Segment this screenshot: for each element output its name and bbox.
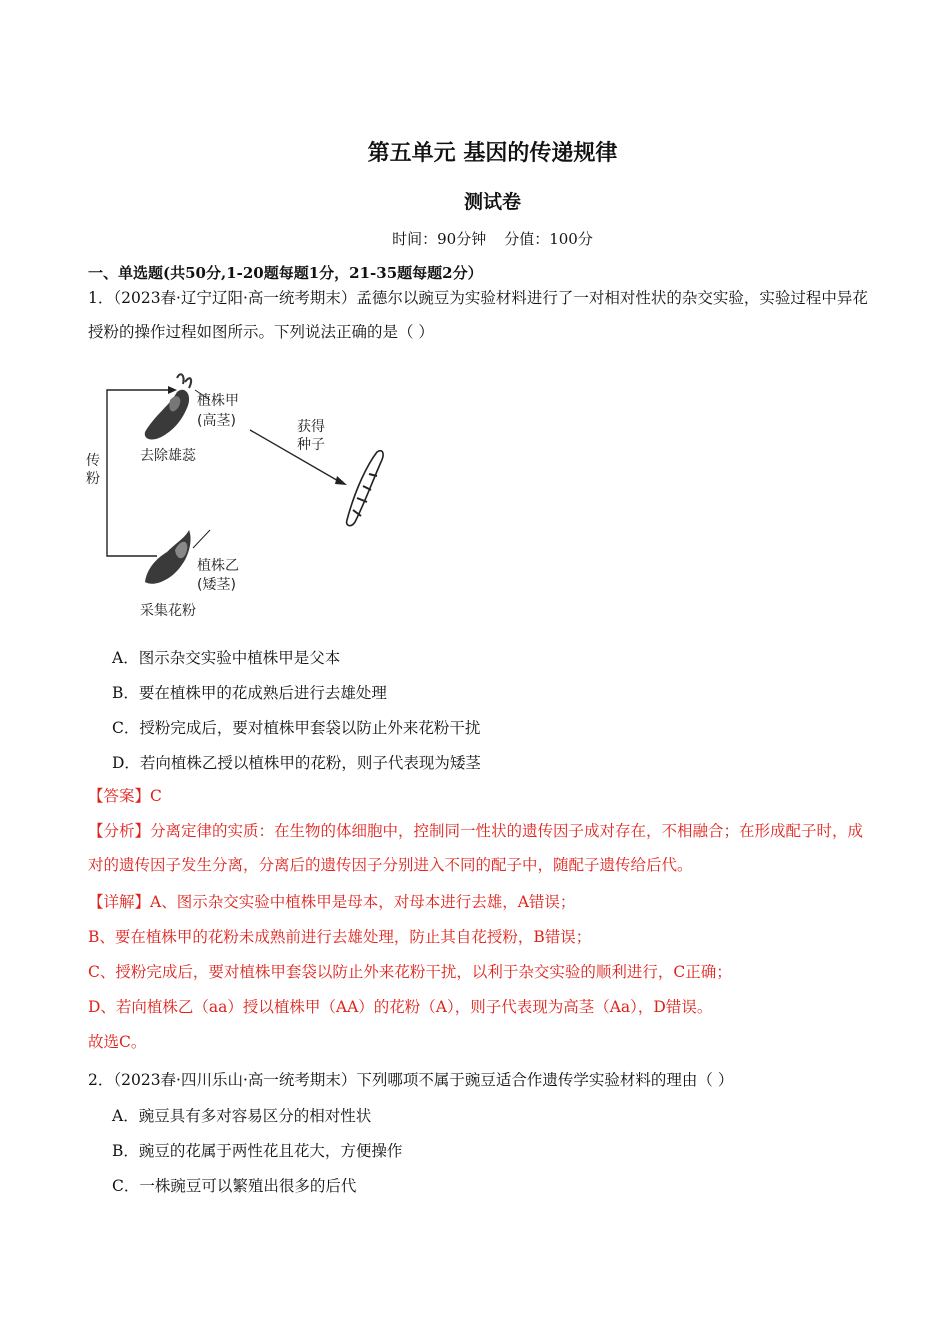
q1-detail-a: 【详解】A、图示杂交实验中植株甲是母本，对母本进行去雄，A错误； bbox=[88, 893, 576, 911]
q1-detail-b: B、要在植株甲的花粉未成熟前进行去雄处理，防止其自花授粉，B错误； bbox=[88, 928, 592, 946]
collect-pollen-label: 采集花粉 bbox=[140, 603, 196, 619]
section-heading: 一、单选题(共50分,1-20题每题1分，21-35题每题2分） bbox=[88, 264, 483, 282]
q1-option-b: B．要在植株甲的花成熟后进行去雄处理 bbox=[112, 684, 387, 702]
plant-a-sublabel: (高茎) bbox=[197, 413, 236, 429]
page-subtitle: 测试卷 bbox=[463, 191, 521, 213]
q1-option-a: A．图示杂交实验中植株甲是父本 bbox=[112, 649, 341, 667]
question-2-stem: 2．（2023春·四川乐山·高一统考期末）下列哪项不属于豌豆适合作遗传学实验材料的理由（ ） bbox=[88, 1071, 734, 1089]
q1-option-d: D．若向植株乙授以植株甲的花粉，则子代表现为矮茎 bbox=[112, 754, 481, 772]
arrow-head-icon bbox=[168, 386, 177, 394]
q1-detail-conclusion: 故选C。 bbox=[88, 1033, 147, 1051]
plant-a-label: 植株甲 bbox=[197, 393, 239, 409]
question-1-figure bbox=[85, 370, 405, 620]
get-seed-label-2: 种子 bbox=[297, 437, 325, 453]
question-1-stem: 1．（2023春·辽宁辽阳·高一统考期末）孟德尔以豌豆为实验材料进行了一对相对性状的杂交实验，实验过程中异花授粉的操作过程如图所示。下列说法正确的是（ ） bbox=[88, 289, 868, 341]
pollinate-label-1: 传 bbox=[86, 453, 100, 469]
exam-meta bbox=[0, 228, 950, 249]
exam-score: 分值：100分 bbox=[504, 230, 593, 248]
get-seed-label: 获得 bbox=[297, 419, 325, 435]
page-title: 第五单元 基因的传递规律 bbox=[367, 141, 618, 166]
q2-option-b: B．豌豆的花属于两性花且花大，方便操作 bbox=[112, 1142, 403, 1160]
seed-pod-icon bbox=[347, 451, 383, 526]
plant-b-label: 植株乙 bbox=[197, 558, 239, 574]
plant-b-sublabel: (矮茎) bbox=[197, 577, 236, 593]
exam-time: 时间：90分钟 bbox=[392, 230, 487, 248]
q1-analysis: 【分析】分离定律的实质：在生物的体细胞中，控制同一性状的遗传因子成对存在，不相融合；在形成配子时，成对的遗传因子发生分离，分离后的遗传因子分别进入不同的配子中，随配子遗传给后代。 bbox=[88, 822, 864, 874]
remove-stamen-label: 去除雄蕊 bbox=[140, 448, 196, 464]
q1-answer: 【答案】C bbox=[88, 787, 162, 805]
q2-option-c: C．一株豌豆可以繁殖出很多的后代 bbox=[112, 1177, 357, 1195]
q1-detail-d: D、若向植株乙（aa）授以植株甲（AA）的花粉（A），则子代表现为高茎（Aa），D错误。 bbox=[88, 998, 713, 1016]
pollination-diagram bbox=[85, 370, 405, 620]
q2-option-a: A．豌豆具有多对容易区分的相对性状 bbox=[112, 1107, 372, 1125]
q1-detail-c: C、授粉完成后，要对植株甲套袋以防止外来花粉干扰，以利于杂交实验的顺利进行，C正确； bbox=[88, 963, 732, 981]
seed-arrow-line bbox=[250, 430, 340, 482]
arrow-head-icon bbox=[335, 476, 347, 485]
pollinate-label-2: 粉 bbox=[86, 471, 100, 487]
q1-option-c: C．授粉完成后，要对植株甲套袋以防止外来花粉干扰 bbox=[112, 719, 481, 737]
